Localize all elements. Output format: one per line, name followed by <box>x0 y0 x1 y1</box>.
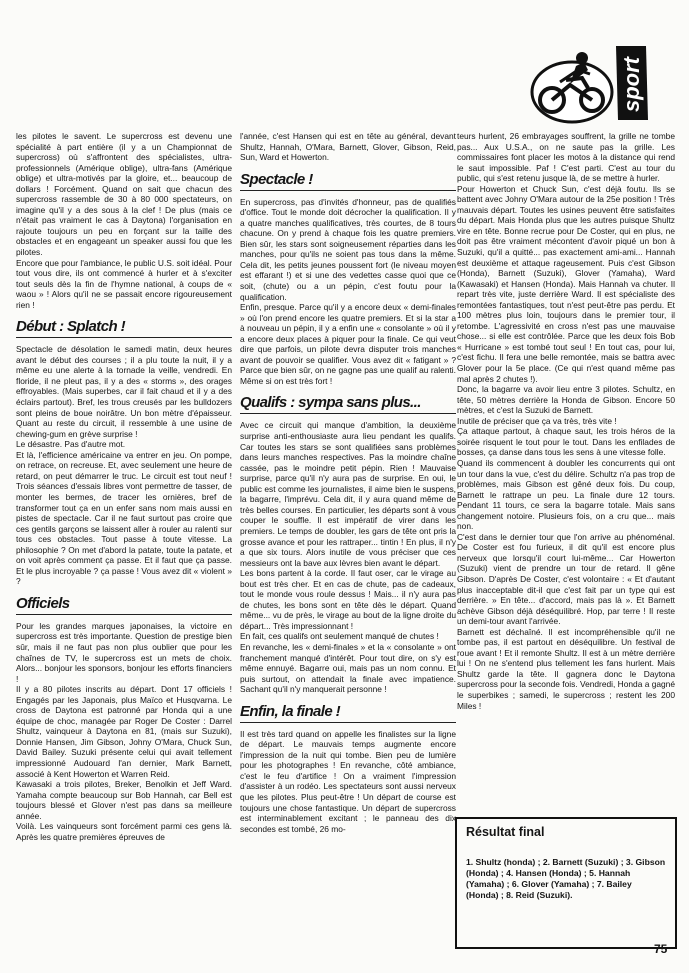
results-title: Résultat final <box>466 825 545 839</box>
page-number: 75 <box>654 942 668 956</box>
section-heading-qualifs: Qualifs : sympa sans plus... <box>240 394 456 414</box>
paragraph: Avec ce circuit qui manque d'ambition, la deuxième surprise anti-enthousiaste aura lieu pendant les qualifs. Car toutes les stars se sont qualifiées sans problèmes dans leurs manches respectives. Pas la moindre chaîne cassée, pas le moindre petit pépin. Rien ! Mauvaise surprise, parce qu'il n'y aura pas de surprise. En oui, le public est comme les journalistes, il aime bien le suspens, la bagarre, l'imprévu. Cela dit, il y aura quand même de très belles courses. En particulier, les départs sont à vous couper le souffle. Il est impératif de virer dans les premiers. Le temps de doubler, les gars de tête ont pris la grosse avance et pour les rattraper... tintin ! En plus, il n'y a que six tours. Alors inutile de vous préciser que ces messieurs ont la bave aux lèvres bien avant le départ. Les bons partent à la corde. Il faut oser, car le virage au bout est très cher. Et en cas de chute, pas de cadeaux, tout le monde vous roule dessus ! Mais... il n'y aura pas de chutes, les bons sont en tête dès le départ. Quand même... vu de près, le virage au bout de la ligne droite du départ... Très impressionnant ! En fait, ces qualifs ont seulement manqué de chutes ! En revanche, les « demi-finales » et la « consolante » ont franchement manqué d'intérêt. Pour tout dire, on s'y est même ennuyé. Bagarre oui, mais pas un nom connu. Et puis surtout, on attendait la finale avec impatience. Sachant qu'il n'y manquerait personne ! <box>240 420 456 695</box>
results-box <box>455 817 677 949</box>
paragraph: Il est très tard quand on appelle les finalistes sur la ligne de départ. Le mauvais temps augmente encore l'impression de la nuit qui tombe. Bien peu de lumière pour les photographes ! En revanche, côté ambiance, c'est le feu d'artifice ! On a vraiment l'impression d'assister à un rodéo. Les spectateurs sont aussi nerveux que les pilotes. Plus peut-être ! Un départ de course est toujours une chose fantastique. Un départ de supercross est interminablement excitant ; le panneau des dix secondes est tombé, 26 mo- <box>240 728 456 834</box>
article-column-1 <box>16 131 232 842</box>
article-column-3 <box>457 131 675 711</box>
section-heading-spectacle: Spectacle ! <box>240 171 456 191</box>
article-column-2 <box>240 131 456 834</box>
section-heading-debut: Début : Splatch ! <box>16 318 232 338</box>
paragraph: Spectacle de désolation le samedi matin, deux heures avant le début des courses ; il a plu toute la nuit, il y a même eu une alerte à la tornade la veille, vendredi. En floride, il ne pleut pas, il y a des « storms », des orages effroyables. (Mais superbes, car il fait chaud et il y a des éclairs partout). Bref, les trous creusés par les bulldozers sont pleins de boue noirâtre. Un bon mètre d'épaisseur. Quant au reste du circuit, il ressemble à une usine de chewing-gum en grève surprise ! Le désastre. Pas d'autre mot. Et là, l'efficience américaine va entrer en jeu. On pompe, on retrace, on recreuse. Et, avec seulement une heure de retard, on peut démarrer le truc. Le circuit est tout neuf ! Trois séances d'essais libres vont permettre de tasser, de monter les bermes, de tracer les ornières, bref de transformer tout ça en un enfer sans nom mais aussi en pistes de spectacle. Car il ne faut surtout pas croire que ces gentils garçons se laissent aller à rouler au ralenti sur tous ces obstacles. Tout passe à toute vitesse. La philosophie ? On met d'abord la patate, toute la patate, et on voit après comment ça passe. Et il faut que ça passe. Et le plus incroyable ? ça passe ! Vous avez dit « violent » ? <box>16 344 232 587</box>
section-heading-finale: Enfin, la finale ! <box>240 703 456 723</box>
sport-logo <box>530 40 680 124</box>
sport-label: sport <box>619 57 644 112</box>
sport-badge <box>616 46 648 120</box>
paragraph: Pour les grandes marques japonaises, la victoire en supercross est très importante. Question de prestige bien sûr, mais il ne faut pas non plus oublier que pour les chaînes de TV, le supercross est un mets de choix. Alors... bonjour les sponsors, bonjour les efforts financiers ! Il y a 80 pilotes inscrits au départ. Dont 17 officiels ! Engagés par les Japonais, plus Maïco et Husqvarna. Le cross de Daytona est patronné par Honda qui a une équipe de choc, managée par Roger De Coster : Darrel Shultz, vainqueur à Daytona en 81, (mais sur Suzuki), Donnie Hansen, Jim Gibson, Johny O'Mara, Chuck Sun, David Bailey. Suzuki présente celui qui avait tellement impressionné Audouard l'an dernier, Mark Barnett, associé à Kent Howerton et Warren Reid. Kawasaki a trois pilotes, Breker, Benolkin et Jeff Ward. Yamaha compte beaucoup sur Bob Hannah, car Bell est toujours blessé et Glover n'est pas dans sa meilleure année. Voilà. Les vainqueurs sont forcément parmi ces gens là. Après les quatre premières épreuves de <box>16 620 232 842</box>
paragraph: En supercross, pas d'invités d'honneur, pas de qualifiés d'office. Tout le monde doit décrocher la qualification. Il y a quatre manches qualificatives, très courtes, de 8 tours chacune. On y prend à chaque fois les quatre premiers. Bien sûr, les stars sont soigneusement réparties dans les manches, pour qu'ils ne soient pas tous dans la même. Cela dit, les petits jeunes poussent fort (le niveau moyen est effarant !) et si une des vedettes casse quoi que ce soit, (chute) ou a un pépin, c'est foutu pour la qualification. Enfin, presque. Parce qu'il y a encore deux « demi-finales » où l'on prend encore les quatre premiers. Et si la star a à nouveau un pépin, il y a enfin une « consolante » où il y a encore deux places à piquer pour la finale. Ce qui veut dire que parfois, un pilote devra disputer trois manches avant de pouvoir se qualifier. Vous avez dit « fatigant » ? Parce que bien sûr, on ne gagne pas une qualif au ralenti. Même si on est très fort ! <box>240 196 456 386</box>
paragraph: l'année, c'est Hansen qui est en tête au général, devant Shultz, Hannah, O'Mara, Barnett, Glover, Gibson, Reid, Sun, Ward et Howerton. <box>240 131 456 163</box>
results-list: 1. Shultz (honda) ; 2. Barnett (Suzuki) ; 3. Gibson (Honda) ; 4. Hansen (Honda) ; 5. Hannah (Yamaha) ; 6. Glover (Yamaha) ; 7. Bailey (Honda) ; 8. Reid (Suzuki). <box>466 857 666 900</box>
paragraph: les pilotes le savent. Le supercross est devenu une spécialité à part entière (il y a un Championnat de supercross) où s'affrontent des spécialistes, ultra-professionnels (Amérique oblige), ultra-fans (Amérique oblige) et ultra-motivés par la gloire, et... beaucoup de dollars ! Forcément. Quand on sait que chacun des supercross rassemble de 30 à 80 000 spectateurs, on imagine qu'il y a des sous à la clef ! De plus (mais ce n'était pas vraiment le cas à Daytona) l'organisation en rajoute toujours un peu en forçant sur la taille des obstacles et en engageant un speaker aussi fou que les pilotes. Encore que pour l'ambiance, le public U.S. soit idéal. Pour tout vous dire, ils ont commencé à hurler et à s'exciter tout seuls dès la fin de l'hymne national, à coups de « waou » ! Alors qu'il ne se passait encore rigoureusement rien ! <box>16 131 232 310</box>
motocross-rider-illustration <box>532 52 612 122</box>
paragraph: teurs hurlent, 26 embrayages souffrent, la grille ne tombe pas... Aux U.S.A., on ne saute pas la grille. Les commissaires font placer les motos à la distance qui rend le saut impossible. Paf ! C'est parti. C'est au tour du public, qui s'est retenu jusque là, de se mettre à hurler. Pour Howerton et Chuck Sun, c'est déjà foutu. Ils se battent avec Johny O'Mara autour de la 25e position ! Très mauvais départ. Toutes les usines peuvent être satisfaites du départ. Mais Honda plus que les autres puisque Shultz vire en tête. Bonne recrue pour De Coster, qui en plus, ne doit pas être vraiment mécontent d'avoir piqué un bon à Suzuki, qu'il a quitté... pas exactement ami-ami... Hannah est deuxième et attaque rageusement. Puis c'est Gibson (Honda), Barnett (Suzuki), Glover (Yamaha), Ward (Kawasaki) et Hansen (Honda). Mais Hannah va chuter. Il repart très vite, juste derrière Ward. Il est spécialiste des remontées fantastiques, tout n'est peut-être pas perdu. Et 100 mètres plus loin, toujours dans le premier tour, il retombe. L'agressivité en cross n'est pas une mauvaise chose... si elle est contrôlée. Parce que les deux fois Bob « Hurricane » est tombé tout seul ! En tout cas, pour lui, c'est fichu. Il fera une belle remontée, mais se battra avec Glover pour la 5e place. (Ce qui n'est quand même pas mal après 2 chutes !). Donc, la bagarre va avoir lieu entre 3 pilotes. Schultz, en tête, 50 mètres derrière la Honda de Gibson. Encore 50 mètres, et c'est la Suzuki de Barnett. Inutile de préciser que ça va très, très vite ! Ça attaque partout, à chaque saut, les trois héros de la soirée risquent le tout pour le tout. Dans les enfilades de bosses, ça danse dans tous les sens à une vitesse folle. Quand ils commencent à doubler les concurrents qui ont un tour dans la vue, c'est du délire. Schultz n'a pas trop de problèmes, mais Gibson est gêné deux fois. Du coup, Barnett le rattrape un peu. La finale dure 12 tours. Pendant 11 tours, ce sera la bagarre totale. Mais sans changement notoire. Plusieurs fois, on a cru que... mais non. C'est dans le dernier tour que l'on arrive au phénoménal. De Coster est fou furieux, il dit qu'il est encore plus nerveux que lorsqu'il court lui-même... Car Howerton (Suzuki) vient de prendre un tour de retard. Il gêne Gibson. D'après De Coster, c'est volontaire : « Et d'autant plus inacceptable dit-il que c'est fait par un type qui est derrière. » En tête... d'accord, mais pas là ». Et Barnett achève Gibson déjà déséquilibré. Hop, par terre ! Il reste un demi-tour avant l'arrivée. Barnett est déchaîné. Il est incompréhensible qu'il ne tombe pas, il est partout en déséquilibre. Un festival de roue avant ! Et il remonte Shultz. Il est à un mètre derrière lui ! On ne s'entend plus tellement les fans hurlent. Mais Shultz garde la tête. Il gagnera donc le Daytona supercross pour la seconde fois. Vendredi, Honda a gagné le superbikes ; samedi, le supercross ; restent les 200 Miles ! <box>457 131 675 711</box>
section-heading-officiels: Officiels <box>16 595 232 615</box>
